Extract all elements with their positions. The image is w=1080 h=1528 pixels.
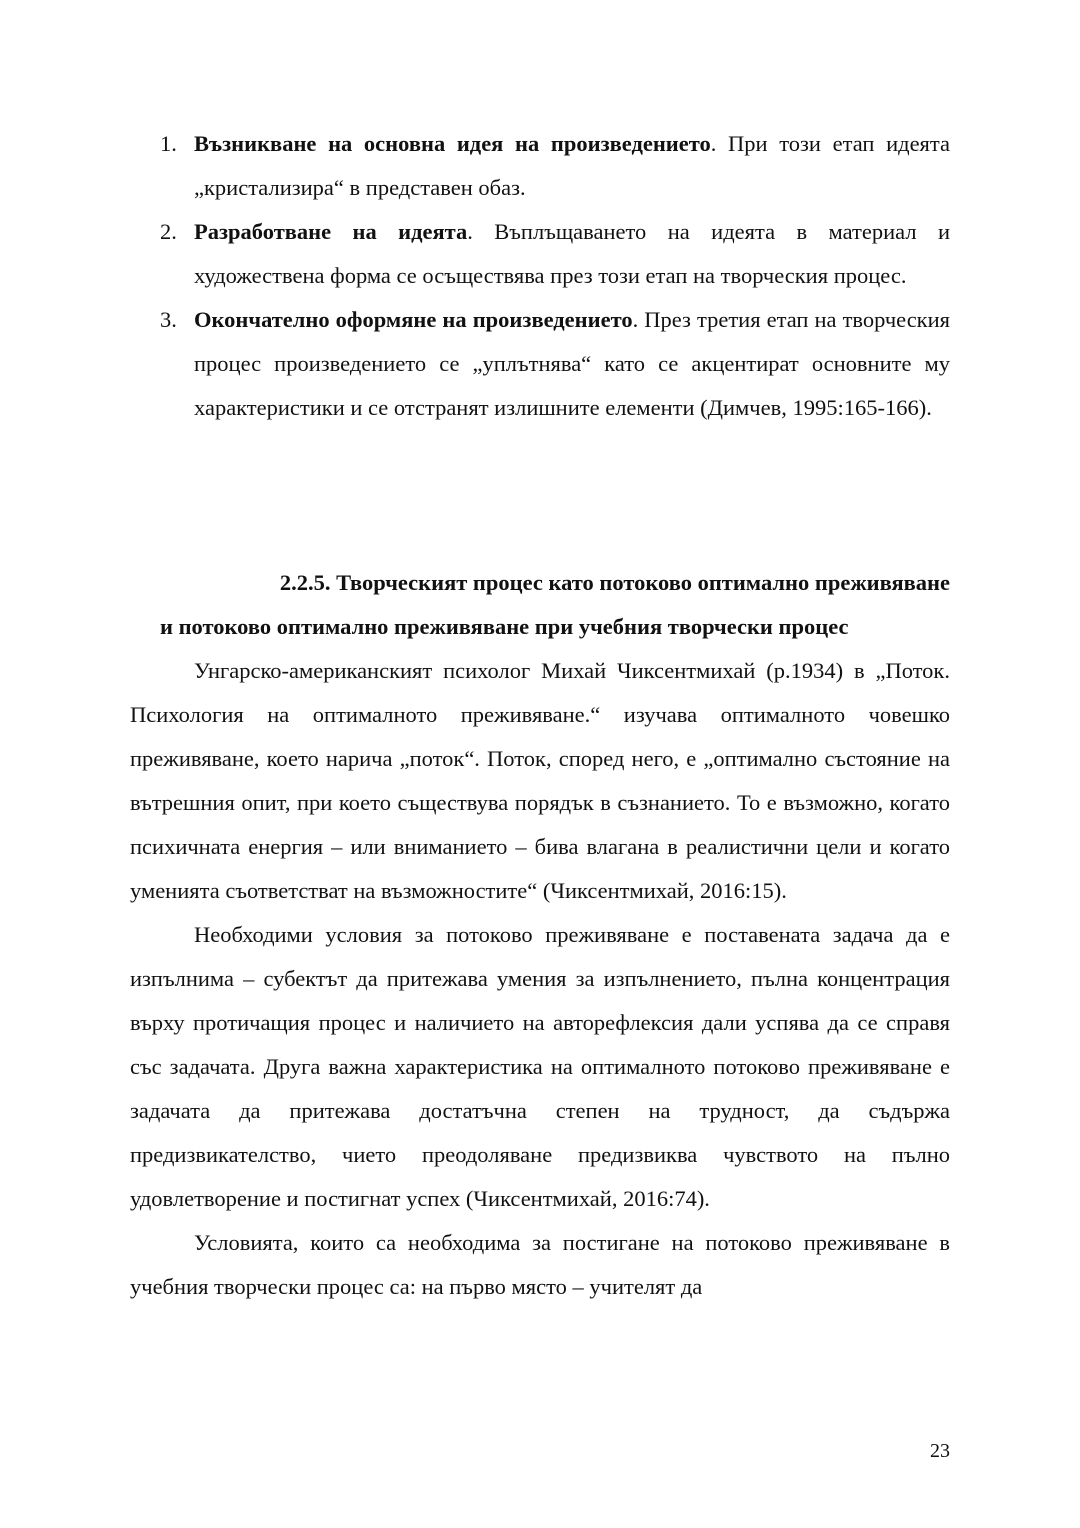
list-item [130,298,950,430]
list-item [130,122,950,210]
list-item-text: . Въплъщаването на идеята в материал и художествена форма се осъществява през този етап на творческия процес. [194,219,951,288]
section-heading-line2: и потоково оптимално преживяване при учебния творчески процес [160,614,849,639]
paragraph: Унгарско-американският психолог Михай Чиксентмихай (р.1934) в „Поток. Психология на оптималното преживяване.“ изучава оптималното човешко преживяване, което нарича „поток“. Поток, според него, е „оптимално състояние на вътрешния опит, при което съществува порядък в съзнанието. То е възможно, когато психичната енергия – или вниманието – бива влагана в реалистични цели и когато уменията съответстват на възможностите“ (Чиксентмихай, 2016:15). [130,658,950,903]
numbered-list [130,122,950,430]
list-item-title: Разработване на идеята [194,219,468,244]
page-number: 23 [930,1440,950,1462]
list-item-title: Възникване на основна идея на произведението [194,131,711,156]
paragraph: Необходими условия за потоково преживяване е поставената задача да е изпълнима – субектът да притежава умения за изпълнението, пълна концентрация върху протичащия процес и наличието на авторефлексия дали успява да се справя със задачата. Друга важна характеристика на оптималното потоково преживяване е задачата да притежава достатъчна степен на трудност, да съдържа предизвикателство, чието преодоляване предизвиква чувството на пълно удовлетворение и постигнат успех (Чиксентмихай, 2016:74). [130,922,950,1211]
list-item-title: Окончателно оформяне на произведението [194,307,633,332]
list-number: 2. [160,219,177,244]
list-number: 3. [160,307,177,332]
list-item-text: . При този етап идеята „кристализира“ в представен обаз. [194,131,950,200]
section-heading [130,561,950,649]
list-item-text: . През третия етап на творческия процес произведението се „уплътнява“ като се акцентират основните му характеристики и се отстранят излишните елементи (Димчев, 1995:165-166). [194,307,950,420]
body-text [130,649,950,1309]
list-item [130,210,950,298]
section-heading-line1: 2.2.5. Творческият процес като потоково оптимално преживяване [279,570,950,595]
list-number: 1. [160,131,177,156]
paragraph: Условията, които са необходима за постигане на потоково преживяване в учебния творчески процес са: на първо място – учителят да [130,1230,950,1299]
